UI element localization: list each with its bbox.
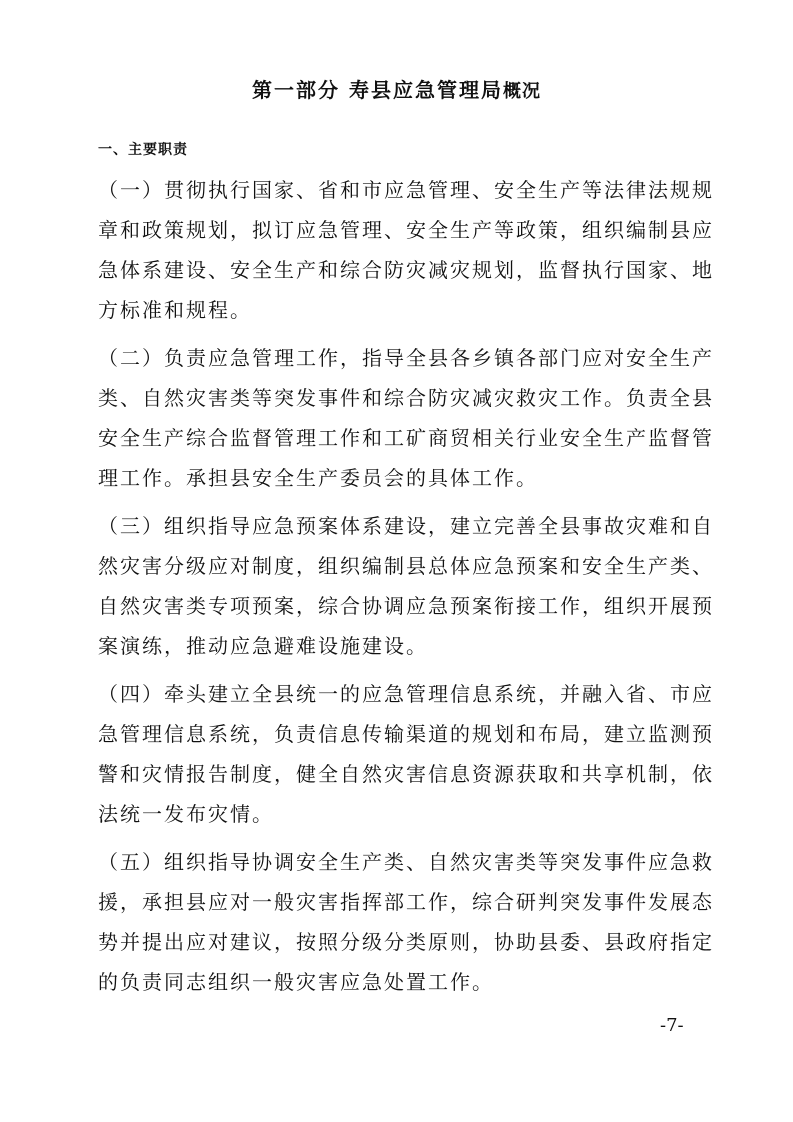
- paragraph-line: 急体系建设、安全生产和综合防灾减灾规划，监督执行国家、地: [98, 258, 714, 282]
- paragraph-line: 援，承担县应对一般灾害指挥部工作，综合研判突发事件发展态: [98, 890, 714, 914]
- page-title: [0, 74, 793, 103]
- paragraph-line: 急管理信息系统，负责信息传输渠道的规划和布局，建立监测预: [98, 722, 714, 746]
- paragraph-line: 方标准和规程。: [98, 298, 252, 322]
- paragraph-line: （二）负责应急管理工作，指导全县各乡镇各部门应对安全生产: [98, 346, 714, 370]
- paragraph-line: 然灾害分级应对制度，组织编制县总体应急预案和安全生产类、: [98, 554, 714, 578]
- paragraph-line: 类、自然灾害类等突发事件和综合防灾减灾救灾工作。负责全县: [98, 386, 714, 410]
- paragraph-3: [98, 506, 714, 666]
- paragraph-4: [98, 674, 714, 834]
- paragraph-line: （四）牵头建立全县统一的应急管理信息系统，并融入省、市应: [98, 682, 714, 706]
- paragraph-line: （五）组织指导协调安全生产类、自然灾害类等突发事件应急救: [98, 850, 714, 874]
- paragraph-line: 章和政策规划，拟订应急管理、安全生产等政策，组织编制县应: [98, 218, 714, 242]
- paragraph-line: 的负责同志组织一般灾害应急处置工作。: [98, 970, 494, 994]
- document-body: [98, 170, 714, 1010]
- page-title-main: 第一部分 寿县应急管理局: [252, 78, 503, 102]
- paragraph-line: 势并提出应对建议，按照分级分类原则，协助县委、县政府指定: [98, 930, 714, 954]
- paragraph-line: 案演练，推动应急避难设施建设。: [98, 634, 428, 658]
- section-heading: 一、主要职责: [98, 142, 188, 158]
- page-title-suffix: 概况: [502, 81, 541, 102]
- paragraph-1: [98, 170, 714, 330]
- page-number: -7-: [660, 1015, 684, 1036]
- paragraph-line: （一）贯彻执行国家、省和市应急管理、安全生产等法律法规规: [98, 178, 714, 202]
- paragraph-line: 法统一发布灾情。: [98, 802, 274, 826]
- paragraph-line: 安全生产综合监督管理工作和工矿商贸相关行业安全生产监督管: [98, 426, 714, 450]
- paragraph-2: [98, 338, 714, 498]
- paragraph-line: 警和灾情报告制度，健全自然灾害信息资源获取和共享机制，依: [98, 762, 714, 786]
- paragraph-line: 自然灾害类专项预案，综合协调应急预案衔接工作，组织开展预: [98, 594, 714, 618]
- paragraph-line: 理工作。承担县安全生产委员会的具体工作。: [98, 466, 538, 490]
- paragraph-5: [98, 842, 714, 1002]
- paragraph-line: （三）组织指导应急预案体系建设，建立完善全县事故灾难和自: [98, 514, 714, 538]
